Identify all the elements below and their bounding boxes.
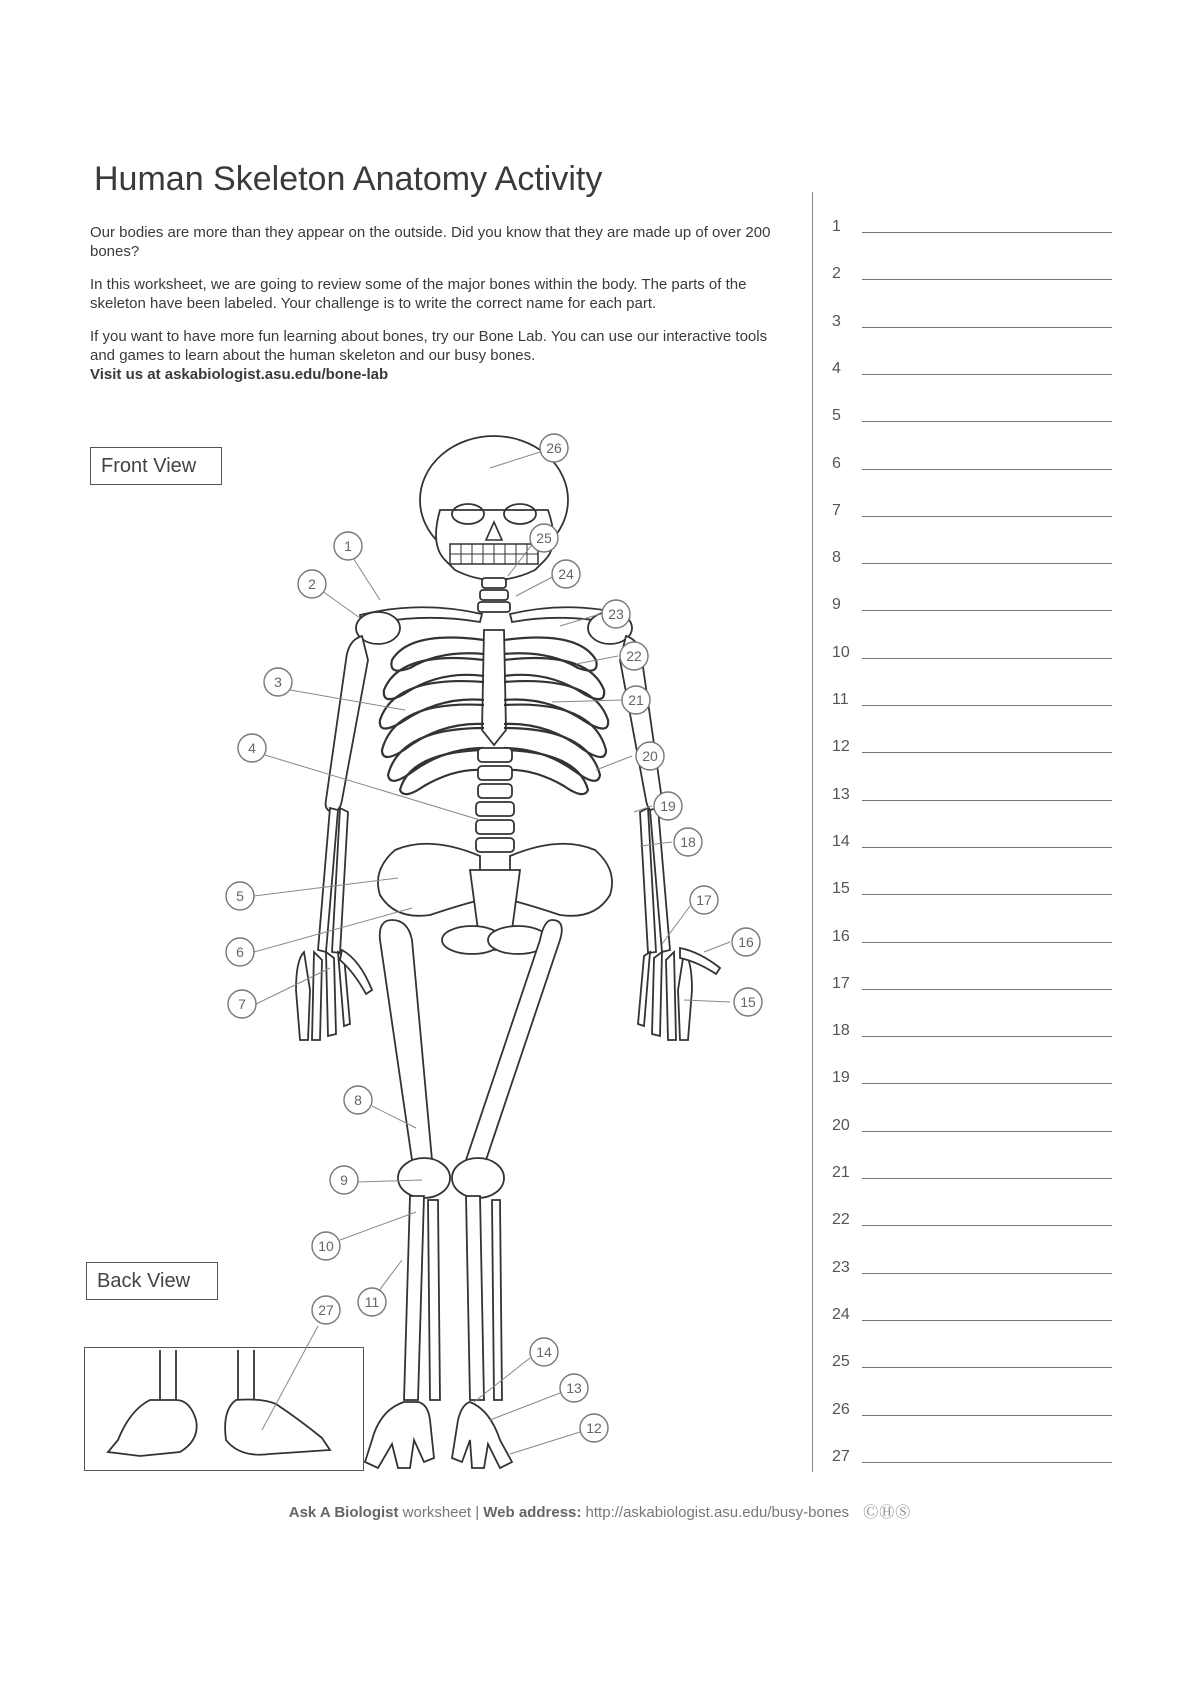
footer-separator: | (475, 1504, 480, 1521)
label-21 (622, 686, 650, 714)
answer-row (822, 313, 1122, 337)
answer-number: 27 (832, 1448, 850, 1465)
answer-number: 5 (832, 407, 841, 424)
answer-row (822, 1259, 1122, 1283)
lumbar-spine (476, 748, 514, 852)
answer-blank[interactable] (862, 374, 1112, 375)
label-9 (330, 1166, 358, 1194)
svg-text:23: 23 (608, 606, 624, 622)
answer-blank[interactable] (862, 327, 1112, 328)
answer-number: 24 (832, 1306, 850, 1323)
svg-text:20: 20 (642, 748, 658, 764)
svg-text:2: 2 (308, 576, 316, 592)
footer-web-label: Web address: (483, 1504, 582, 1521)
label-14 (530, 1338, 558, 1366)
answer-row (822, 1306, 1122, 1330)
answer-blank[interactable] (862, 1225, 1112, 1226)
answer-row (822, 265, 1122, 289)
answer-blank[interactable] (862, 232, 1112, 233)
front-view-label: Front View (90, 447, 222, 485)
answer-blank[interactable] (862, 1131, 1112, 1132)
svg-text:4: 4 (248, 740, 256, 756)
answer-number: 6 (832, 455, 841, 472)
answer-blank[interactable] (862, 1036, 1112, 1037)
svg-text:18: 18 (680, 834, 696, 850)
svg-text:3: 3 (274, 674, 282, 690)
footer-url[interactable]: http://askabiologist.asu.edu/busy-bones (585, 1504, 850, 1521)
bone-lab-text: If you want to have more fun learning about bones, try our Bone Lab. You can use our interactive tools and games to learn about the human skeleton and our busy bones. (90, 328, 768, 364)
svg-text:10: 10 (318, 1238, 334, 1254)
answer-blank[interactable] (862, 989, 1112, 990)
answer-row (822, 407, 1122, 431)
svg-text:6: 6 (236, 944, 244, 960)
answer-row (822, 786, 1122, 810)
footer-brand: Ask A Biologist (288, 1504, 399, 1521)
answer-number: 25 (832, 1353, 850, 1370)
answer-row (822, 360, 1122, 384)
answer-number: 19 (832, 1069, 850, 1086)
answer-number: 2 (832, 265, 841, 282)
label-22 (620, 642, 648, 670)
svg-text:13: 13 (566, 1380, 582, 1396)
column-divider (812, 192, 813, 1472)
answer-number: 7 (832, 502, 841, 519)
answer-number: 1 (832, 218, 841, 235)
answer-row (822, 549, 1122, 573)
answer-blank[interactable] (862, 421, 1112, 422)
bone-lab-link[interactable]: Visit us at askabiologist.asu.edu/bone-lab (90, 366, 389, 383)
answer-row (822, 691, 1122, 715)
label-2 (298, 570, 326, 598)
answer-blank[interactable] (862, 1367, 1112, 1368)
answer-number: 21 (832, 1164, 850, 1181)
answer-blank[interactable] (862, 705, 1112, 706)
answer-row (822, 1448, 1122, 1472)
answer-row (822, 880, 1122, 904)
svg-text:21: 21 (628, 692, 644, 708)
answer-blank[interactable] (862, 1083, 1112, 1084)
answer-number: 20 (832, 1117, 850, 1134)
label-20 (636, 742, 664, 770)
footer-worksheet: worksheet (402, 1504, 472, 1521)
answer-number: 12 (832, 738, 850, 755)
answer-blank[interactable] (862, 942, 1112, 943)
answer-row (822, 218, 1122, 242)
label-26 (540, 434, 568, 462)
answer-number: 8 (832, 549, 841, 566)
label-23 (602, 600, 630, 628)
answer-blank[interactable] (862, 1415, 1112, 1416)
answer-blank[interactable] (862, 1320, 1112, 1321)
answer-row (822, 502, 1122, 526)
label-4 (238, 734, 266, 762)
answer-row (822, 1164, 1122, 1188)
answer-blank[interactable] (862, 847, 1112, 848)
feet (365, 1402, 512, 1468)
page-title: Human Skeleton Anatomy Activity (94, 160, 603, 198)
answer-blank[interactable] (862, 1273, 1112, 1274)
answer-row (822, 833, 1122, 857)
answer-number: 18 (832, 1022, 850, 1039)
answer-number: 26 (832, 1401, 850, 1418)
answer-number: 14 (832, 833, 850, 850)
answer-number: 23 (832, 1259, 850, 1276)
svg-text:16: 16 (738, 934, 754, 950)
svg-text:7: 7 (238, 996, 246, 1012)
hands (296, 948, 720, 1040)
svg-text:15: 15 (740, 994, 756, 1010)
answer-blank[interactable] (862, 563, 1112, 564)
label-7 (228, 990, 256, 1018)
svg-text:5: 5 (236, 888, 244, 904)
svg-text:26: 26 (546, 440, 562, 456)
answer-number: 4 (832, 360, 841, 377)
answer-blank[interactable] (862, 1178, 1112, 1179)
svg-text:1: 1 (344, 538, 352, 554)
answer-blank[interactable] (862, 469, 1112, 470)
answer-row (822, 1117, 1122, 1141)
answer-number: 10 (832, 644, 850, 661)
svg-text:11: 11 (364, 1294, 380, 1310)
label-16 (732, 928, 760, 956)
answer-row (822, 1211, 1122, 1235)
answer-row (822, 1069, 1122, 1093)
answer-number: 17 (832, 975, 850, 992)
label-11 (358, 1288, 386, 1316)
svg-text:19: 19 (660, 798, 676, 814)
label-6 (226, 938, 254, 966)
creative-commons-icon: ⒸⒽⓈ (863, 1504, 912, 1521)
answer-blank[interactable] (862, 800, 1112, 801)
answer-row (822, 928, 1122, 952)
label-15 (734, 988, 762, 1016)
answer-number: 11 (832, 691, 849, 708)
footer (0, 1501, 1200, 1522)
answer-row (822, 975, 1122, 999)
svg-text:22: 22 (626, 648, 642, 664)
label-18 (674, 828, 702, 856)
svg-text:25: 25 (536, 530, 552, 546)
cervical-spine (478, 578, 510, 612)
answer-number: 15 (832, 880, 850, 897)
svg-text:9: 9 (340, 1172, 348, 1188)
label-1 (334, 532, 362, 560)
answer-row (822, 1353, 1122, 1377)
back-view-label: Back View (86, 1262, 218, 1300)
answer-blank[interactable] (862, 894, 1112, 895)
intro-paragraph-1: Our bodies are more than they appear on the outside. Did you know that they are made up of over 200 bones? (90, 224, 771, 260)
answer-row (822, 644, 1122, 668)
label-5 (226, 882, 254, 910)
label-17 (690, 886, 718, 914)
intro-paragraph-2: In this worksheet, we are going to review some of the major bones within the body. The parts of the skeleton have been labeled. Your challenge is to write the correct name for each part. (90, 276, 747, 312)
answer-blank[interactable] (862, 1462, 1112, 1463)
label-13 (560, 1374, 588, 1402)
svg-text:12: 12 (586, 1420, 602, 1436)
label-12 (580, 1414, 608, 1442)
answer-row (822, 455, 1122, 479)
label-24 (552, 560, 580, 588)
legs (380, 920, 562, 1400)
svg-text:27: 27 (318, 1302, 334, 1318)
answer-blank[interactable] (862, 516, 1112, 517)
answer-row (822, 738, 1122, 762)
label-3 (264, 668, 292, 696)
answer-blank[interactable] (862, 658, 1112, 659)
svg-text:8: 8 (354, 1092, 362, 1108)
answer-number: 13 (832, 786, 850, 803)
label-10 (312, 1232, 340, 1260)
label-27 (312, 1296, 340, 1324)
answer-number: 16 (832, 928, 850, 945)
label-25 (530, 524, 558, 552)
pelvis (378, 844, 612, 954)
label-8 (344, 1086, 372, 1114)
svg-text:17: 17 (696, 892, 712, 908)
answer-number: 9 (832, 596, 841, 613)
svg-text:24: 24 (558, 566, 574, 582)
label-19 (654, 792, 682, 820)
answer-row (822, 1401, 1122, 1425)
answer-number: 3 (832, 313, 841, 330)
svg-text:14: 14 (536, 1344, 552, 1360)
answer-blank[interactable] (862, 610, 1112, 611)
answer-row (822, 596, 1122, 620)
answer-blank[interactable] (862, 752, 1112, 753)
answer-number: 22 (832, 1211, 850, 1228)
answer-blank[interactable] (862, 279, 1112, 280)
answer-row (822, 1022, 1122, 1046)
